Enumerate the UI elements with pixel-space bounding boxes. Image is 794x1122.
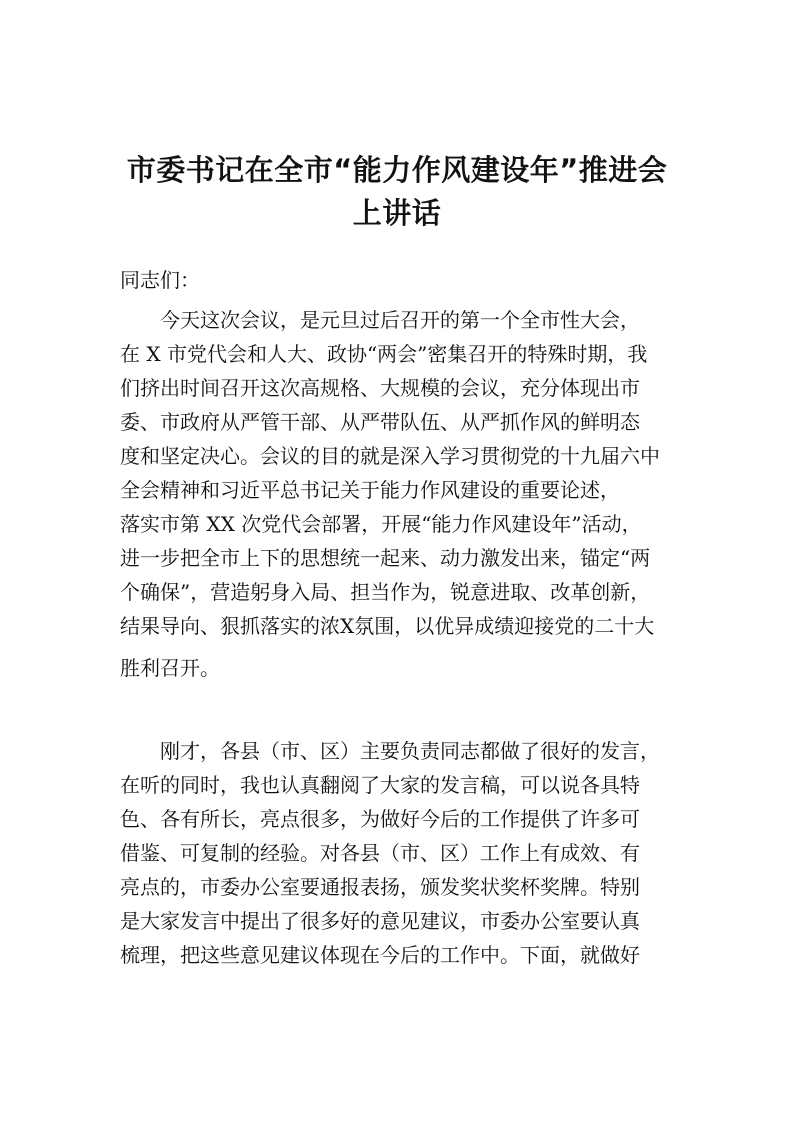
- paragraph-1-line-7: 落实市第 XX 次党代会部署，开展“能力作风建设年”活动，: [120, 512, 642, 536]
- paragraph-2-line-6: 是大家发言中提出了很多好的意见建议，市委办公室要认真: [120, 909, 640, 933]
- paragraph-1-line-3: 们挤出时间召开这次高规格、大规模的会议，充分体现出市: [120, 376, 640, 400]
- paragraph-2-line-5: 亮点的，市委办公室要通报表扬，颁发奖状奖杯奖牌。特别: [120, 875, 640, 899]
- salutation: [120, 263, 690, 297]
- paragraph-2-line-1: 刚才，各县（市、区）主要负责同志都做了很好的发言，: [160, 739, 660, 763]
- paragraph-2-line-3: 色、各有所长，亮点很多，为做好今后的工作提供了许多可: [120, 807, 640, 831]
- paragraph-2-line-2: 在听的同时，我也认真翻阅了大家的发言稿，可以说各具特: [120, 773, 640, 797]
- paragraph-1-line-10: 结果导向、狠抓落实的浓X氛围，以优异成绩迎接党的二十大: [120, 614, 655, 638]
- paragraph-1-line-6: 全会精神和习近平总书记关于能力作风建设的重要论述，: [120, 478, 620, 502]
- document-title: [110, 149, 684, 235]
- paragraph-1-line-4: 委、市政府从严管干部、从严带队伍、从严抓作风的鲜明态: [120, 410, 640, 434]
- paragraph-1-line-1: 今天这次会议，是元旦过后召开的第一个全市性大会，: [160, 308, 640, 332]
- salutation-text: 同志们：: [120, 268, 200, 292]
- paragraph-1-line-2: 在 X 市党代会和人大、政协“两会”密集召开的特殊时期，我: [120, 342, 648, 366]
- paragraph-1-line-8: 进一步把全市上下的思想统一起来、动力激发出来，锚定“两: [120, 546, 651, 570]
- paragraph-1-line-9: 个确保”，营造躬身入局、担当作为，锐意进取、改革创新，: [120, 580, 651, 604]
- paragraph-2-line-7: 梳理，把这些意见建议体现在今后的工作中。下面，就做好: [120, 943, 640, 967]
- paragraph-2-line-4: 借鉴、可复制的经验。对各县（市、区）工作上有成效、有: [120, 841, 640, 865]
- title-line-2: 上讲话: [352, 196, 442, 230]
- paragraph-2: [120, 734, 690, 972]
- paragraph-1-line-5: 度和坚定决心。会议的目的就是深入学习贯彻党的十九届六中: [120, 444, 660, 468]
- title-line-1: 市委书记在全市“能力作风建设年”推进会: [126, 153, 668, 187]
- paragraph-1-line-11: 胜利召开。: [120, 656, 220, 680]
- paragraph-1: [120, 303, 690, 685]
